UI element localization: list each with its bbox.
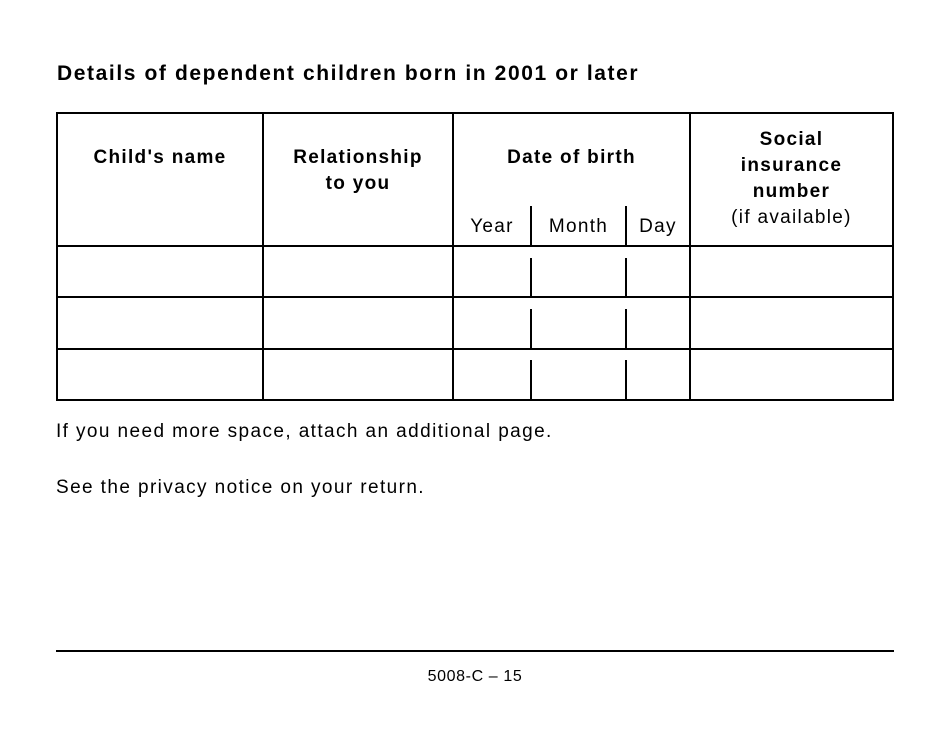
row-2-relationship-field[interactable] <box>264 308 452 348</box>
page-number: 5008-C – 15 <box>427 668 523 685</box>
header-relationship-line2: to you <box>325 173 391 194</box>
header-date-of-birth: Date of birth <box>507 147 636 168</box>
row-3-relationship-field[interactable] <box>264 360 452 399</box>
table-border-right <box>892 112 894 401</box>
row-divider <box>56 296 894 298</box>
row-3-child-name-field[interactable] <box>58 360 262 399</box>
header-sin-line4: (if available) <box>731 207 852 228</box>
row-1-sin-field[interactable] <box>691 257 892 296</box>
row-1-year-field[interactable] <box>454 257 530 296</box>
row-2-day-field[interactable] <box>627 308 689 348</box>
row-1-relationship-field[interactable] <box>264 257 452 296</box>
row-1-child-name-field[interactable] <box>58 257 262 296</box>
header-child-name: Child's name <box>93 147 227 168</box>
header-bottom-border <box>56 245 894 247</box>
header-year: Year <box>470 216 514 237</box>
dependent-children-table <box>56 112 894 401</box>
row-2-sin-field[interactable] <box>691 308 892 348</box>
table-border-bottom <box>56 399 894 401</box>
header-sin-line1: Social <box>759 129 824 150</box>
row-2-year-field[interactable] <box>454 308 530 348</box>
footer-divider <box>56 650 894 652</box>
row-1-day-field[interactable] <box>627 257 689 296</box>
row-3-year-field[interactable] <box>454 360 530 399</box>
header-month: Month <box>548 216 609 237</box>
row-divider <box>56 348 894 350</box>
row-3-sin-field[interactable] <box>691 360 892 399</box>
privacy-note: See the privacy notice on your return. <box>56 477 425 498</box>
more-space-note: If you need more space, attach an additional page. <box>56 421 553 442</box>
row-2-child-name-field[interactable] <box>58 308 262 348</box>
row-2-month-field[interactable] <box>532 308 625 348</box>
row-3-day-field[interactable] <box>627 360 689 399</box>
row-3-month-field[interactable] <box>532 360 625 399</box>
row-1-month-field[interactable] <box>532 257 625 296</box>
header-relationship-line1: Relationship <box>293 147 423 168</box>
table-border-top <box>56 112 894 114</box>
page-title: Details of dependent children born in 2001 or later <box>57 62 640 85</box>
header-day: Day <box>639 216 677 237</box>
header-sin-line2: insurance <box>740 155 843 176</box>
header-sin-line3: number <box>752 181 831 202</box>
